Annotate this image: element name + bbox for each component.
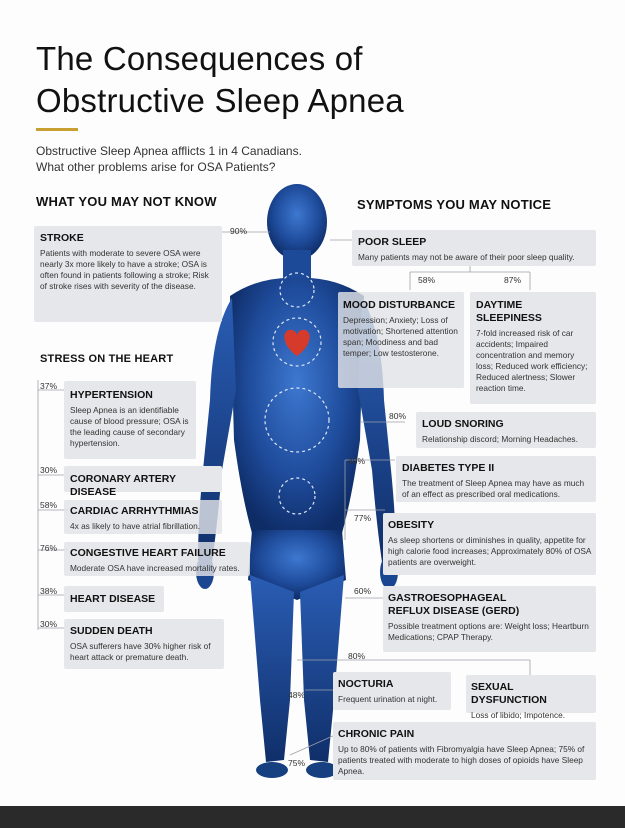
chronic-pain-percent: 75%	[288, 758, 306, 768]
heart-disease-title: HEART DISEASE	[70, 593, 156, 605]
bottom-edge-bar	[0, 806, 625, 828]
poor-sleep-text: Many patients may not be aware of their poor sleep quality.	[358, 252, 575, 262]
coronary-card	[64, 466, 222, 498]
snoring-percent: 80%	[389, 411, 407, 421]
sudden-death-title: SUDDEN DEATH	[70, 625, 153, 637]
arrhythmias-text: 4x as likely to have atrial fibrillation.	[70, 521, 201, 531]
sudden-death-card	[64, 619, 224, 669]
nocturia-title: NOCTURIA	[338, 678, 394, 690]
stroke-percent: 90%	[230, 226, 248, 236]
stroke-card	[34, 226, 222, 322]
sudden-death-percent: 30%	[40, 619, 58, 629]
sexual-title: SEXUAL DYSFUNCTION	[471, 681, 547, 706]
sexual-card	[466, 675, 596, 720]
daytime-text: 7-fold increased risk of car accidents; Impaired concentration and memory loss; Reduced work efficiency; Reduced alertness; Slower reaction time.	[476, 328, 588, 393]
chf-card	[64, 542, 250, 576]
sexual-text: Loss of libido; Impotence.	[471, 710, 566, 720]
stroke-text: Patients with moderate to severe OSA were nearly 3x more likely to have a stroke; OSA is often found in patients following a stroke; Risk of stroke rises with severity of the disease.	[40, 248, 209, 291]
obesity-text: As sleep shortens or diminishes in quality, appetite for high calorie food increases; Approximately 80% of OSA patients are overweight.	[388, 535, 591, 567]
diabetes-text: The treatment of Sleep Apnea may have as much of an effect as prescribed oral medications.	[402, 478, 585, 499]
title-line-2: Obstructive Sleep Apnea	[36, 82, 404, 119]
diabetes-title: DIABETES TYPE II	[402, 462, 495, 474]
coronary-title: CORONARY ARTERY DISEASE	[70, 473, 176, 498]
title-line-1: The Consequences of	[36, 40, 363, 77]
coronary-percent: 30%	[40, 465, 58, 475]
daytime-percent: 87%	[504, 275, 522, 285]
poor-sleep-title: POOR SLEEP	[358, 236, 427, 248]
diabetes-card	[396, 456, 596, 502]
chronic-pain-card	[333, 722, 596, 780]
obesity-title: OBESITY	[388, 519, 435, 531]
sexual-percent: 80%	[348, 651, 366, 661]
nocturia-text: Frequent urination at night.	[338, 694, 438, 704]
arrhythmias-percent: 58%	[40, 500, 58, 510]
sudden-death-text: OSA sufferers have 30% higher risk of heart attack or premature death.	[70, 641, 211, 662]
gerd-title: GASTROESOPHAGEAL REFLUX DISEASE (GERD)	[388, 592, 520, 617]
mood-card	[338, 292, 464, 388]
right-column-heading: SYMPTOMS YOU MAY NOTICE	[357, 197, 552, 212]
stress-heading: STRESS ON THE HEART	[40, 353, 174, 365]
stroke-title: STROKE	[40, 232, 84, 244]
nocturia-percent: 48%	[288, 690, 306, 700]
mood-title: MOOD DISTURBANCE	[343, 299, 455, 311]
heart-disease-card	[64, 586, 164, 612]
daytime-card	[470, 292, 596, 404]
hypertension-percent: 37%	[40, 381, 58, 391]
mood-percent: 58%	[418, 275, 436, 285]
snoring-card	[416, 412, 596, 448]
mood-text: Depression; Anxiety; Loss of motivation; Shortened attention span; Moodiness and bad temper; Low testosterone.	[343, 315, 458, 358]
chf-title: CONGESTIVE HEART FAILURE	[70, 547, 226, 559]
chf-percent: 76%	[40, 543, 58, 553]
hypertension-title: HYPERTENSION	[70, 389, 153, 401]
gerd-card	[383, 586, 596, 652]
obesity-percent: 77%	[354, 513, 372, 523]
arrhythmias-title: CARDIAC ARRHYTHMIAS	[70, 505, 199, 517]
nocturia-card	[333, 672, 451, 710]
snoring-text: Relationship discord; Morning Headaches.	[422, 434, 578, 444]
hypertension-text: Sleep Apnea is an identifiable cause of blood pressure; OSA is the leading cause of secondary hypertension.	[70, 405, 189, 448]
intro-line-1: Obstructive Sleep Apnea afflicts 1 in 4 Canadians.	[36, 144, 302, 158]
heart-disease-percent: 38%	[40, 586, 58, 596]
diabetes-percent: 48%	[348, 456, 366, 466]
chronic-pain-text: Up to 80% of patients with Fibromyalgia have Sleep Apnea; 75% of patients treated with moderate to high doses of opioids have Sleep Apnea.	[338, 744, 585, 776]
poor-sleep-card	[352, 230, 596, 266]
arrhythmias-card	[64, 500, 222, 534]
snoring-title: LOUD SNORING	[422, 418, 504, 430]
daytime-title: DAYTIME SLEEPINESS	[476, 299, 542, 324]
chronic-pain-title: CHRONIC PAIN	[338, 728, 415, 740]
gerd-percent: 60%	[354, 586, 372, 596]
intro-line-2: What other problems arise for OSA Patients?	[36, 160, 276, 174]
obesity-card	[383, 513, 596, 575]
gerd-text: Possible treatment options are: Weight loss; Heartburn Medications; CPAP Therapy.	[388, 621, 589, 642]
hypertension-card	[64, 381, 196, 459]
chf-text: Moderate OSA have increased mortality rates.	[70, 563, 240, 573]
left-column-heading: WHAT YOU MAY NOT KNOW	[36, 194, 217, 209]
